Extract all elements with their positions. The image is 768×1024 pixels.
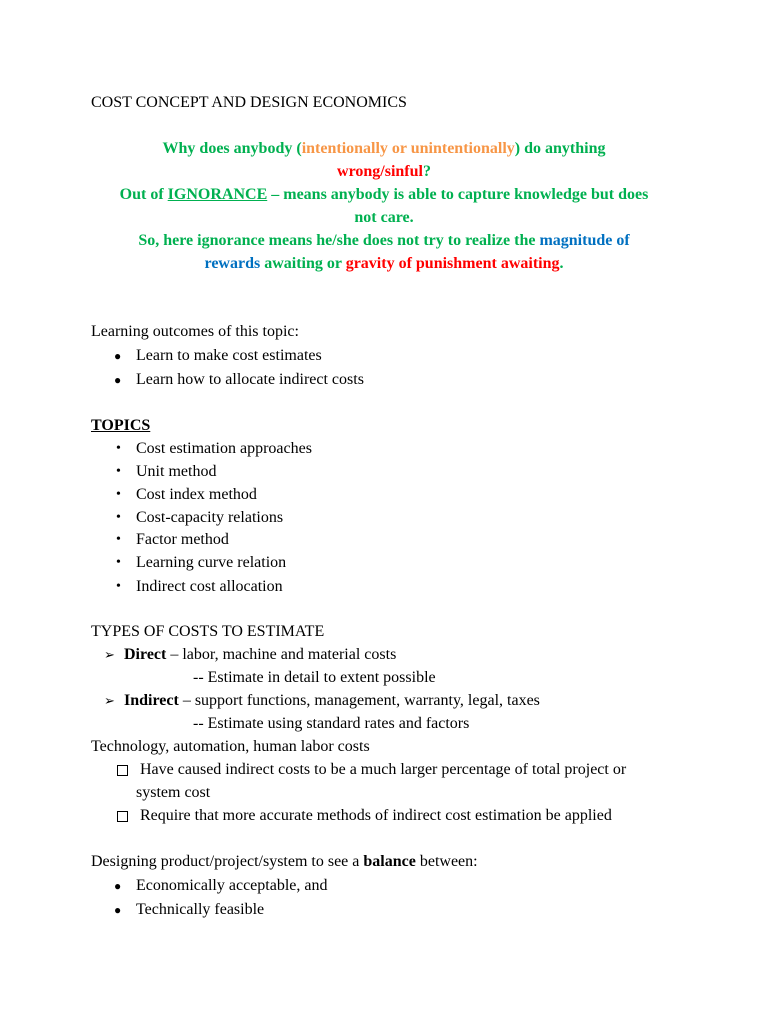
quote-line-2 xyxy=(0,162,768,182)
checkbox-item-continuation: system cost xyxy=(136,784,211,801)
list-item-text: Cost-capacity relations xyxy=(136,509,284,526)
bullet-icon: • xyxy=(116,487,121,502)
direct-label: Direct xyxy=(124,646,167,663)
quote-line-1 xyxy=(0,139,768,159)
technology-text: Technology, automation, human labor costs xyxy=(91,738,370,755)
checkbox-item-text: Have caused indirect costs to be a much larger percentage of total project or xyxy=(140,761,627,778)
quote-highlight-orange: intentionally or unintentionally xyxy=(301,140,515,157)
direct-text: – labor, machine and material costs xyxy=(166,646,397,663)
quote-underlined-word: IGNORANCE xyxy=(167,186,268,203)
quote-text: – means anybody is able to capture knowledge but does xyxy=(267,186,649,203)
outcomes-heading: Learning outcomes of this topic: xyxy=(91,323,299,340)
quote-text: ) do anything xyxy=(514,140,606,157)
list-item-text: Economically acceptable, and xyxy=(136,877,328,894)
checkbox-square-icon xyxy=(117,765,128,776)
list-item-text: Cost estimation approaches xyxy=(136,440,312,457)
bullet-icon: • xyxy=(116,510,121,525)
quote-line-5 xyxy=(0,231,768,251)
quote-highlight-blue: rewards xyxy=(204,255,261,272)
balance-text xyxy=(91,852,478,872)
list-item-text: Technically feasible xyxy=(136,901,265,918)
direct-sub-text: -- Estimate in detail to extent possible xyxy=(193,669,436,686)
quote-highlight-red: gravity of punishment awaiting xyxy=(345,255,560,272)
indirect-sub-text: -- Estimate using standard rates and factors xyxy=(193,715,470,732)
list-item-text: Learning curve relation xyxy=(136,554,287,571)
quote-line-6 xyxy=(0,254,768,274)
document-title: COST CONCEPT AND DESIGN ECONOMICS xyxy=(91,94,407,111)
bullet-icon: ● xyxy=(114,373,122,387)
quote-text: Why does anybody ( xyxy=(162,140,302,157)
balance-bold-word: balance xyxy=(363,853,416,870)
bullet-icon: • xyxy=(116,555,121,570)
arrow-bullet-icon: ➢ xyxy=(104,693,115,708)
indirect-label: Indirect xyxy=(124,692,179,709)
quote-text: So, here ignorance means he/she does not try to realize the xyxy=(138,232,540,249)
quote-text: awaiting or xyxy=(260,255,346,272)
list-item-text: Learn to make cost estimates xyxy=(136,347,322,364)
bullet-icon: ● xyxy=(114,903,122,917)
quote-highlight-red: wrong/sinful xyxy=(337,163,423,180)
quote-line-3 xyxy=(0,185,768,205)
checkbox-item-text: Require that more accurate methods of indirect cost estimation be applied xyxy=(140,807,612,824)
list-item-text: Cost index method xyxy=(136,486,257,503)
bullet-icon: ● xyxy=(114,879,122,893)
quote-text: Out of xyxy=(119,186,168,203)
indirect-text: – support functions, management, warranty, legal, taxes xyxy=(178,692,540,709)
arrow-bullet-icon: ➢ xyxy=(104,647,115,662)
list-item-text: Indirect cost allocation xyxy=(136,578,283,595)
bullet-icon: • xyxy=(116,532,121,547)
quote-text: ? xyxy=(422,163,431,180)
balance-text-part: between: xyxy=(415,853,478,870)
bullet-icon: • xyxy=(116,464,121,479)
quote-text: . xyxy=(559,255,564,272)
list-item-text: Unit method xyxy=(136,463,217,480)
quote-highlight-blue: magnitude of xyxy=(539,232,630,249)
balance-text-part: Designing product/project/system to see a xyxy=(91,853,364,870)
topics-heading: TOPICS xyxy=(91,417,151,434)
types-heading: TYPES OF COSTS TO ESTIMATE xyxy=(91,623,325,640)
bullet-icon: • xyxy=(116,441,121,456)
bullet-icon: ● xyxy=(114,349,122,363)
list-item-text: Learn how to allocate indirect costs xyxy=(136,371,364,388)
bullet-icon: • xyxy=(116,579,121,594)
quote-line-4: not care. xyxy=(354,209,414,226)
checkbox-square-icon xyxy=(117,811,128,822)
list-item-text: Factor method xyxy=(136,531,229,548)
